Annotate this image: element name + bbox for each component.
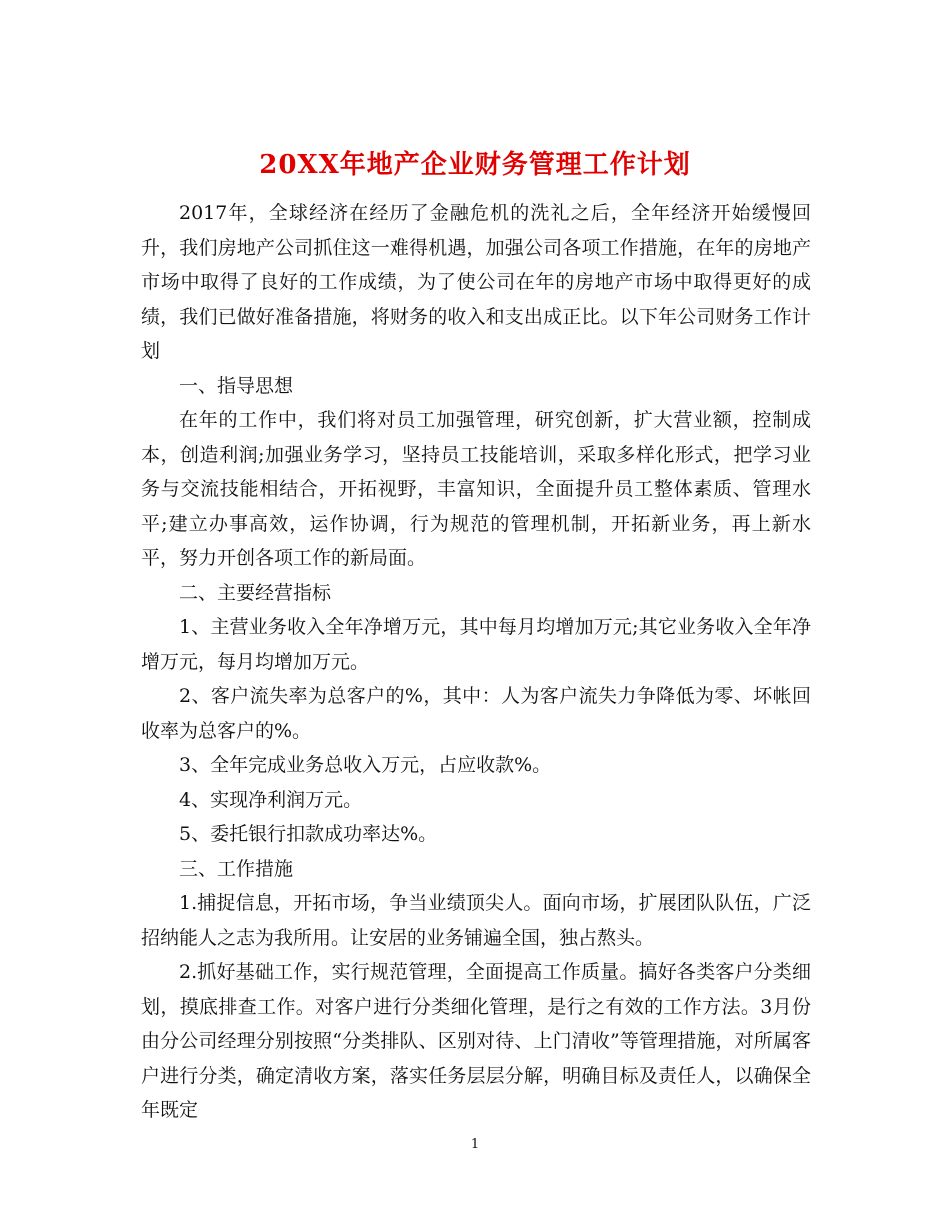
page-number: 1 — [470, 1137, 480, 1152]
indicator-item: 2、客户流失率为总客户的%，其中：人为客户流失力争降低为零、坏帐回收率为总客户的%。 — [141, 685, 811, 742]
heading-work-measures: 三、工作措施 — [179, 857, 294, 880]
measure-item: 2.抓好基础工作，实行规范管理，全面提高工作质量。搞好各类客户分类细划，摸底排查工作。对客户进行分类细化管理，是行之有效的工作方法。3月份由分公司经理分别按照“分类排队、区别对待、上门清收”等管理措施，对所属客户进行分类，确定清收方案，落实任务层层分解，明确目标及责任人，以确保全年既定 — [141, 961, 811, 1121]
document-title: 20XX年地产企业财务管理工作计划 — [259, 150, 691, 181]
indicator-item: 4、实现净利润万元。 — [179, 788, 363, 811]
indicator-item: 3、全年完成业务总收入万元，占应收款%。 — [179, 754, 552, 776]
document-body — [141, 196, 811, 1128]
heading-guiding-ideology: 一、指导思想 — [179, 374, 294, 397]
measure-item: 1.捕捉信息，开拓市场，争当业绩顶尖人。面向市场，扩展团队队伍，广泛招纳能人之志为我所用。让安居的业务铺遍全国，独占熬头。 — [141, 892, 811, 949]
heading-main-indicators: 二、主要经营指标 — [179, 581, 332, 604]
paragraph-guiding-ideology: 在年的工作中，我们将对员工加强管理，研究创新，扩大营业额，控制成本，创造利润;加强业务学习，坚持员工技能培训，采取多样化形式，把学习业务与交流技能相结合，开拓视野，丰富知识，全面提升员工整体素质、管理水平;建立办事高效，运作协调，行为规范的管理机制，开拓新业务，再上新水平，努力开创各项工作的新局面。 — [141, 409, 811, 569]
indicator-item: 1、主营业务收入全年净增万元，其中每月均增加万元;其它业务收入全年净增万元，每月均增加万元。 — [141, 616, 811, 673]
indicator-item: 5、委托银行扣款成功率达%。 — [179, 823, 438, 845]
paragraph-intro: 2017年，全球经济在经历了金融危机的洗礼之后，全年经济开始缓慢回升，我们房地产公司抓住这一难得机遇，加强公司各项工作措施，在年的房地产市场中取得了良好的工作成绩，为了使公司在年的房地产市场中取得更好的成绩，我们已做好准备措施，将财务的收入和支出成正比。以下年公司财务工作计划 — [141, 202, 811, 362]
